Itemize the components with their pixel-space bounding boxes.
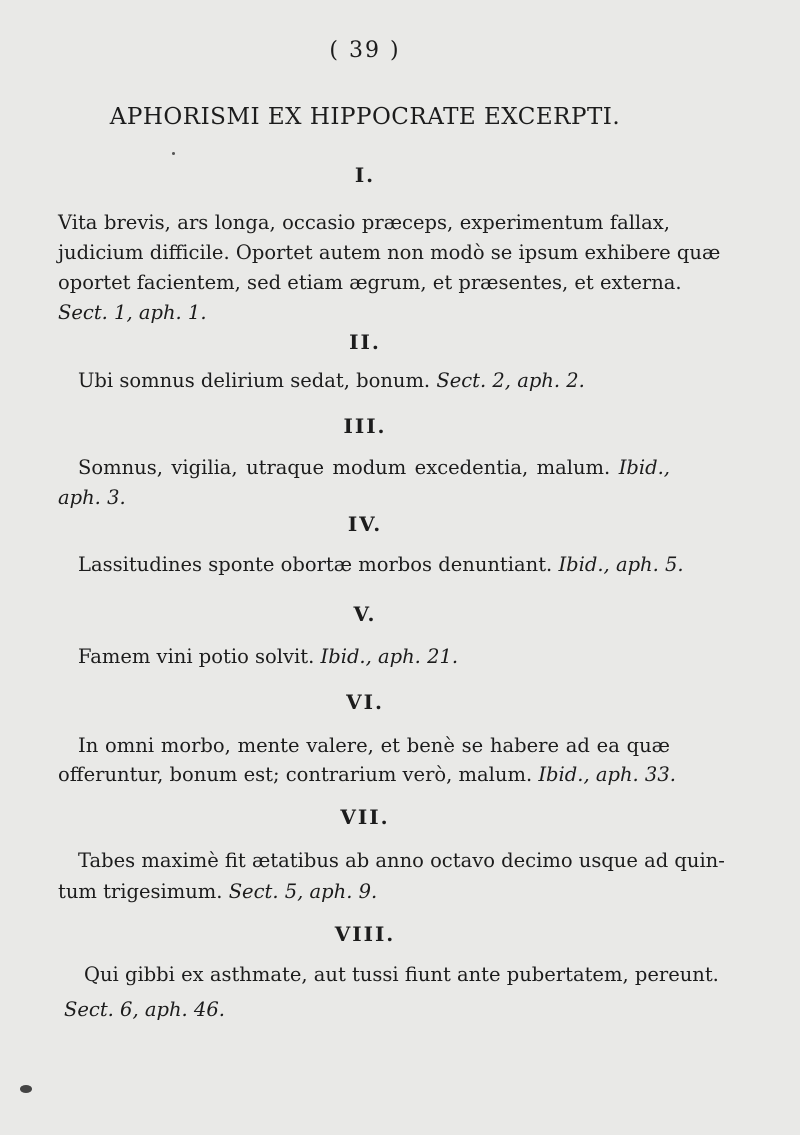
aphorism-number-8: VIII. [334, 922, 396, 946]
aphorism-6-text: offeruntur, bonum est; contrarium verò, malum. [58, 763, 533, 786]
aphorism-7-reference: Sect. 5, aph. 9. [228, 880, 378, 903]
aphorism-2-reference: Sect. 2, aph. 2. [436, 369, 585, 392]
aphorism-1-reference: Sect. 1, aph. 1. [58, 301, 207, 324]
aphorism-7-line-2 [58, 879, 670, 905]
aphorism-number-6: VI. [346, 690, 384, 714]
aphorism-3-text: Somnus, vigilia, utraque modum excedentia, malum. [78, 456, 611, 479]
aphorism-number-3: III. [343, 414, 387, 438]
aphorism-7-text: tum trigesimum. [58, 880, 223, 903]
aphorism-8-line-1: Qui gibbi ex asthmate, aut tussi fiunt ante pubertatem, pereunt. [84, 963, 719, 986]
aphorism-2-line [78, 368, 690, 394]
aphorism-4-reference: Ibid., aph. 5. [558, 553, 684, 576]
aphorism-number-1: I. [354, 163, 376, 187]
aphorism-5-reference: Ibid., aph. 21. [320, 645, 459, 668]
aphorism-8-reference: Sect. 6, aph. 46. [64, 998, 225, 1021]
aphorism-6-line-2 [58, 762, 676, 788]
aphorism-1-line-3: oportet facientem, sed etiam ægrum, et præsentes, et externa. [58, 271, 682, 294]
aphorism-1-line-2: judicium difficile. Oportet autem non modò se ipsum exhibere quæ [58, 241, 721, 264]
aphorism-4-text: Lassitudines sponte obortæ morbos denuntiant. [78, 553, 553, 576]
ink-speck [20, 1085, 32, 1093]
aphorism-5-text: Famem vini potio solvit. [78, 645, 315, 668]
aphorism-number-7: VII. [340, 805, 390, 829]
aphorism-2-text: Ubi somnus delirium sedat, bonum. [78, 369, 431, 392]
aphorism-number-5: V. [353, 602, 377, 626]
aphorism-3-reference-a: Ibid., [618, 456, 670, 479]
aphorism-6-line-1: In omni morbo, mente valere, et benè se habere ad ea quæ [78, 734, 670, 757]
aphorism-4-line [78, 552, 690, 578]
ink-speck [172, 152, 175, 155]
aphorism-7-line-1: Tabes maximè fit ætatibus ab anno octavo decimo usque ad quin- [78, 849, 725, 872]
aphorism-number-2: II. [349, 330, 381, 354]
aphorism-6-reference: Ibid., aph. 33. [538, 763, 676, 786]
aphorism-number-4: IV. [347, 512, 383, 536]
page-number: ( 39 ) [329, 38, 401, 63]
page-title: APHORISMI EX HIPPOCRATE EXCERPTI. [109, 104, 621, 130]
aphorism-3-reference-b: aph. 3. [58, 486, 126, 509]
aphorism-3-line [78, 455, 670, 481]
aphorism-5-line [78, 644, 690, 670]
aphorism-1-line-1: Vita brevis, ars longa, occasio præceps, experimentum fallax, [58, 211, 670, 234]
